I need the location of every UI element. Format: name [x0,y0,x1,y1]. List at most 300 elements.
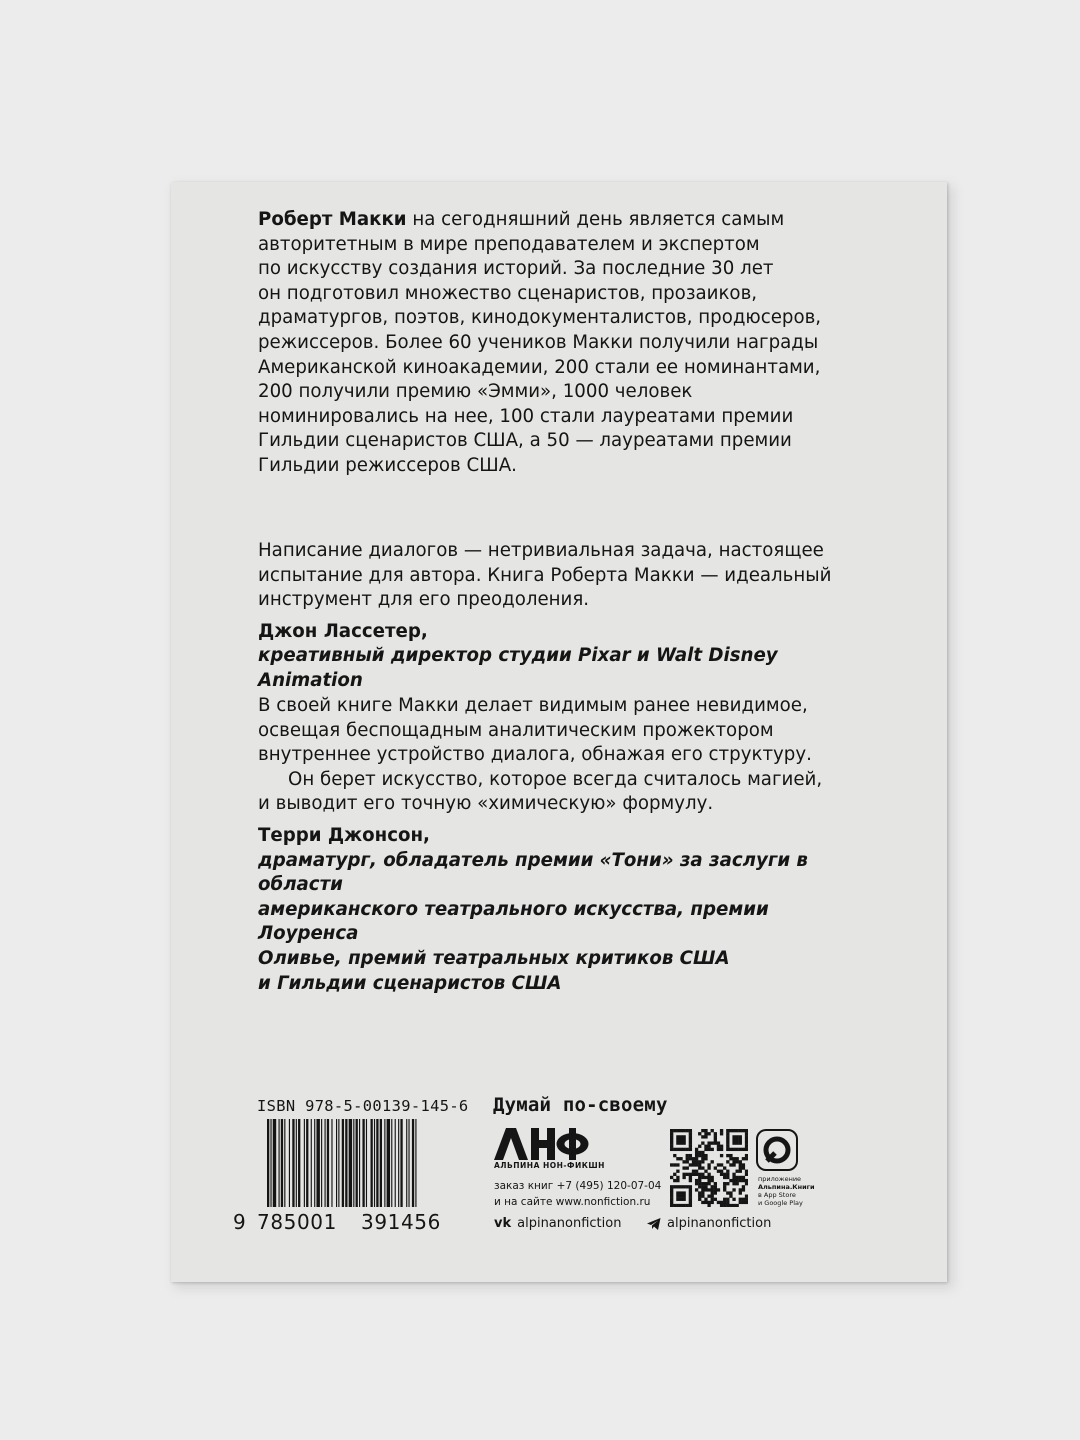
qr-module [726,1204,729,1207]
qr-module [682,1160,685,1163]
qr-module [723,1204,726,1207]
qr-module [701,1166,704,1169]
qr-module [679,1148,682,1151]
barcode-bar [371,1119,373,1207]
telegram-handle: alpinanonfiction [667,1216,772,1231]
qr-module [732,1163,735,1166]
qr-module [726,1176,729,1179]
qr-module [732,1176,735,1179]
qr-module [732,1129,735,1132]
publisher-logo-icon [494,1128,592,1160]
qr-module [711,1201,714,1204]
qr-module [745,1154,748,1157]
qr-module [732,1179,735,1182]
qr-module [698,1173,701,1176]
qr-module [701,1157,704,1160]
barcode-bar [273,1119,276,1207]
barcode-bar [359,1119,360,1207]
qr-module [673,1148,676,1151]
barcode-bar [380,1119,382,1207]
qr-module [679,1191,682,1194]
barcode-first-digit: 9 [233,1210,246,1234]
qr-module [707,1148,710,1151]
qr-module [745,1148,748,1151]
qr-module [676,1129,679,1132]
bio-line: 200 получили премию «Эмми», 1000 человек [258,381,693,403]
qr-module [676,1195,679,1198]
qr-module [692,1160,695,1163]
qr-module [726,1138,729,1141]
qr-module [698,1195,701,1198]
qr-module [736,1135,739,1138]
qr-module [689,1198,692,1201]
barcode-bar [311,1119,312,1207]
qr-module [729,1191,732,1194]
qr-module [714,1132,717,1135]
qr-module [720,1170,723,1173]
qr-module [720,1204,723,1207]
qr-module [739,1160,742,1163]
qr-module [698,1154,701,1157]
barcode-bar [349,1119,352,1207]
barcode-bar [279,1119,280,1207]
qr-module [670,1163,673,1166]
barcode-bar [270,1119,271,1207]
qr-module [682,1191,685,1194]
quote-attribution [258,824,868,996]
qr-module [689,1204,692,1207]
qr-module [704,1198,707,1201]
qr-module [732,1160,735,1163]
qr-module [689,1138,692,1141]
qr-module [670,1148,673,1151]
bio-line: номинировались на нее, 100 стали лауреатами премии [258,405,794,427]
qr-module [679,1157,682,1160]
quote-author-role: американского театрального искусства, премии Лоуренса [258,898,769,945]
qr-module [689,1141,692,1144]
qr-module [701,1195,704,1198]
qr-module [701,1160,704,1163]
barcode-bar [387,1119,390,1207]
qr-module [723,1198,726,1201]
qr-module [736,1148,739,1151]
qr-module [679,1185,682,1188]
qr-module [707,1141,710,1144]
qr-module [711,1129,714,1132]
qr-module [676,1198,679,1201]
qr-module [689,1179,692,1182]
bio-line: режиссеров. Более 60 учеников Макки получили награды [258,331,819,353]
qr-module [689,1201,692,1204]
qr-module [720,1173,723,1176]
qr-module [736,1179,739,1182]
qr-module [701,1201,704,1204]
barcode-bar [342,1119,344,1207]
quote-line: Он берет искусство, которое всегда считалось магией, [288,768,823,790]
qr-module [695,1188,698,1191]
qr-module [670,1141,673,1144]
qr-module [723,1166,726,1169]
barcode-bar [384,1119,385,1207]
qr-module [726,1154,729,1157]
qr-module [717,1148,720,1151]
author-bio [258,208,868,479]
qr-module [676,1135,679,1138]
qr-module [670,1185,673,1188]
qr-module [698,1151,701,1154]
qr-module [714,1135,717,1138]
qr-module [742,1185,745,1188]
qr-module [742,1176,745,1179]
qr-module [686,1129,689,1132]
qr-module [739,1191,742,1194]
qr-module [726,1129,729,1132]
qr-module [701,1182,704,1185]
qr-module [686,1160,689,1163]
qr-module [670,1204,673,1207]
qr-module [704,1148,707,1151]
barcode-bar [406,1119,407,1207]
qr-module [682,1204,685,1207]
qr-module [704,1176,707,1179]
qr-module [701,1151,704,1154]
qr-module [745,1141,748,1144]
quote-johnson [258,694,868,996]
qr-module [673,1154,676,1157]
qr-module [739,1148,742,1151]
qr-module [742,1179,745,1182]
qr-module [707,1132,710,1135]
qr-module [679,1135,682,1138]
qr-module [676,1157,679,1160]
qr-module [689,1148,692,1151]
qr-module [711,1195,714,1198]
qr-module [670,1132,673,1135]
barcode-bar [356,1119,358,1207]
qr-module [723,1201,726,1204]
qr-module [695,1182,698,1185]
qr-module [714,1191,717,1194]
qr-module [701,1191,704,1194]
barcode [267,1119,463,1211]
quote-line: испытание для автора. Книга Роберта Макки — идеальный [258,564,832,586]
qr-module [729,1179,732,1182]
qr-module [670,1195,673,1198]
qr-module [701,1188,704,1191]
quote-author: Терри Джонсон, [258,824,430,846]
order-info [494,1178,661,1210]
qr-module [695,1173,698,1176]
qr-module [682,1195,685,1198]
barcode-bar [284,1119,285,1207]
quote-line: Написание диалогов — нетривиальная задача, настоящее [258,540,824,561]
quote-line: внутреннее устройство диалога, обнажая его структуру. [258,744,812,766]
qr-module [736,1160,739,1163]
qr-module [742,1129,745,1132]
quote-line: инструмент для его преодоления. [258,589,590,611]
qr-module [742,1163,745,1166]
app-caption-line: в App Store [758,1191,796,1199]
qr-module [723,1188,726,1191]
app-caption [758,1175,828,1207]
qr-module [714,1166,717,1169]
qr-module [707,1173,710,1176]
qr-module [695,1179,698,1182]
qr-module [707,1179,710,1182]
qr-module [739,1198,742,1201]
quote-author-role: и Гильдии сценаристов США [258,972,562,994]
qr-module [736,1204,739,1207]
qr-module [736,1176,739,1179]
qr-module [689,1129,692,1132]
qr-module [689,1135,692,1138]
qr-module [729,1129,732,1132]
app-icon [756,1129,798,1171]
qr-module [695,1163,698,1166]
qr-module [698,1160,701,1163]
qr-module [704,1170,707,1173]
barcode-bar [298,1119,300,1207]
qr-module [732,1198,735,1201]
telegram-link [647,1216,771,1231]
qr-module [676,1176,679,1179]
qr-module [726,1198,729,1201]
qr-module [679,1129,682,1132]
qr-module [673,1185,676,1188]
qr-module [689,1188,692,1191]
barcode-digits-right: 391456 [361,1210,441,1234]
qr-code-icon [670,1129,748,1207]
qr-module [682,1173,685,1176]
qr-module [726,1160,729,1163]
qr-module [745,1195,748,1198]
qr-module [670,1191,673,1194]
app-caption-line: Альпина.Книги [758,1183,815,1191]
qr-module [682,1148,685,1151]
qr-module [686,1173,689,1176]
qr-module [717,1145,720,1148]
qr-module [739,1170,742,1173]
barcode-bar [314,1119,315,1207]
qr-module [714,1185,717,1188]
barcode-bar [362,1119,364,1207]
barcode-bar [306,1119,308,1207]
qr-module [689,1145,692,1148]
qr-module [701,1141,704,1144]
bio-line: авторитетным в мире преподавателем и экспертом [258,233,760,255]
qr-module [726,1141,729,1144]
qr-module [686,1154,689,1157]
qr-module [682,1166,685,1169]
qr-module [701,1185,704,1188]
qr-module [670,1176,673,1179]
qr-module [717,1170,720,1173]
qr-module [686,1148,689,1151]
qr-module [695,1160,698,1163]
qr-module [707,1166,710,1169]
barcode-bar [321,1119,322,1207]
qr-module [711,1148,714,1151]
qr-module [726,1191,729,1194]
qr-module [707,1145,710,1148]
quote-author-role: драматург, обладатель премии «Тони» за заслуги в области [258,849,808,896]
quote-line: освещая беспощадным аналитическим прожектором [258,719,774,741]
qr-module [686,1185,689,1188]
app-caption-line: приложение [758,1175,802,1183]
qr-module [714,1198,717,1201]
qr-module [711,1176,714,1179]
qr-module [726,1132,729,1135]
qr-module [711,1141,714,1144]
qr-module [736,1129,739,1132]
qr-module [679,1198,682,1201]
qr-module [714,1188,717,1191]
qr-module [682,1135,685,1138]
qr-module [739,1135,742,1138]
barcode-bar [353,1119,354,1207]
vk-handle: alpinanonfiction [517,1216,622,1231]
qr-module [679,1141,682,1144]
qr-module [717,1141,720,1144]
qr-module [673,1173,676,1176]
qr-module [676,1179,679,1182]
barcode-bar [281,1119,283,1207]
publisher-slogan: Думай по-своему [493,1094,668,1116]
qr-module [736,1138,739,1141]
qr-module [676,1138,679,1141]
qr-module [670,1198,673,1201]
qr-module [670,1138,673,1141]
qr-module [711,1160,714,1163]
qr-module [723,1182,726,1185]
qr-module [701,1129,704,1132]
bio-line: Американской киноакадемии, 200 стали ее номинантами, [258,356,821,378]
telegram-icon [647,1218,661,1230]
bio-line: Гильдии режиссеров США. [258,454,517,476]
qr-module [698,1179,701,1182]
barcode-bar [338,1119,339,1207]
qr-module [704,1188,707,1191]
qr-module [739,1166,742,1169]
qr-module [720,1132,723,1135]
qr-module [698,1176,701,1179]
bio-line: Гильдии сценаристов США, а 50 — лауреатами премии [258,430,792,452]
qr-module [692,1163,695,1166]
isbn-text: ISBN 978-5-00139-145-6 [257,1097,469,1115]
barcode-bar [391,1119,392,1207]
barcode-bar [304,1119,305,1207]
qr-module [726,1148,729,1151]
barcode-digits-left: 785001 [257,1210,337,1234]
qr-module [732,1157,735,1160]
qr-module [745,1138,748,1141]
qr-module [704,1182,707,1185]
publisher-name: АЛЬПИНА НОН-ФИКШН [494,1161,605,1170]
bio-line: он подготовил множество сценаристов, прозаиков, [258,282,758,304]
qr-module [695,1170,698,1173]
qr-module [732,1173,735,1176]
qr-module [704,1154,707,1157]
qr-module [689,1185,692,1188]
qr-module [729,1204,732,1207]
barcode-bar [331,1119,332,1207]
qr-module [676,1170,679,1173]
qr-module [745,1132,748,1135]
qr-module [745,1170,748,1173]
qr-module [670,1188,673,1191]
qr-module [707,1201,710,1204]
bio-line: на сегодняшний день является самым [406,209,785,230]
qr-module [711,1179,714,1182]
qr-module [745,1173,748,1176]
qr-module [707,1163,710,1166]
qr-module [711,1191,714,1194]
qr-module [732,1138,735,1141]
barcode-bar [289,1119,290,1207]
qr-module [745,1157,748,1160]
qr-module [704,1132,707,1135]
order-phone: заказ книг +7 (495) 120-07-04 [494,1180,662,1192]
barcode-bar [336,1119,337,1207]
qr-module [707,1204,710,1207]
qr-module [729,1148,732,1151]
qr-module [739,1129,742,1132]
qr-module [698,1163,701,1166]
qr-module [739,1188,742,1191]
qr-module [714,1138,717,1141]
vk-link [494,1216,621,1231]
qr-module [720,1129,723,1132]
qr-module [689,1163,692,1166]
barcode-bar [408,1119,409,1207]
barcode-bar [316,1119,319,1207]
qr-module [670,1145,673,1148]
qr-module [711,1198,714,1201]
qr-module [729,1157,732,1160]
bio-line: по искусству создания историй. За последние 30 лет [258,258,774,280]
barcode-bar [400,1119,402,1207]
qr-module [711,1188,714,1191]
qr-module [707,1182,710,1185]
qr-module [686,1166,689,1169]
bio-author-name: Роберт Макки [258,209,407,230]
qr-module [717,1163,720,1166]
barcode-bar [415,1119,416,1207]
qr-module [704,1145,707,1148]
qr-module [717,1201,720,1204]
qr-module [742,1157,745,1160]
qr-module [745,1182,748,1185]
qr-module [676,1204,679,1207]
qr-module [739,1138,742,1141]
qr-module [729,1154,732,1157]
qr-module [704,1201,707,1204]
barcode-bar [366,1119,367,1207]
qr-module [739,1201,742,1204]
qr-module [673,1204,676,1207]
qr-module [704,1185,707,1188]
qr-module [732,1135,735,1138]
qr-module [745,1145,748,1148]
quote-line: В своей книге Макки делает видимым ранее невидимое, [258,695,808,716]
qr-module [698,1185,701,1188]
barcode-bar [345,1119,347,1207]
quote-author-role: Оливье, премий театральных критиков США [258,947,730,969]
quote-author-role: креативный директор студии Pixar и Walt Disney Animation [258,645,778,691]
qr-module [704,1129,707,1132]
qr-module [698,1132,701,1135]
qr-module [720,1148,723,1151]
